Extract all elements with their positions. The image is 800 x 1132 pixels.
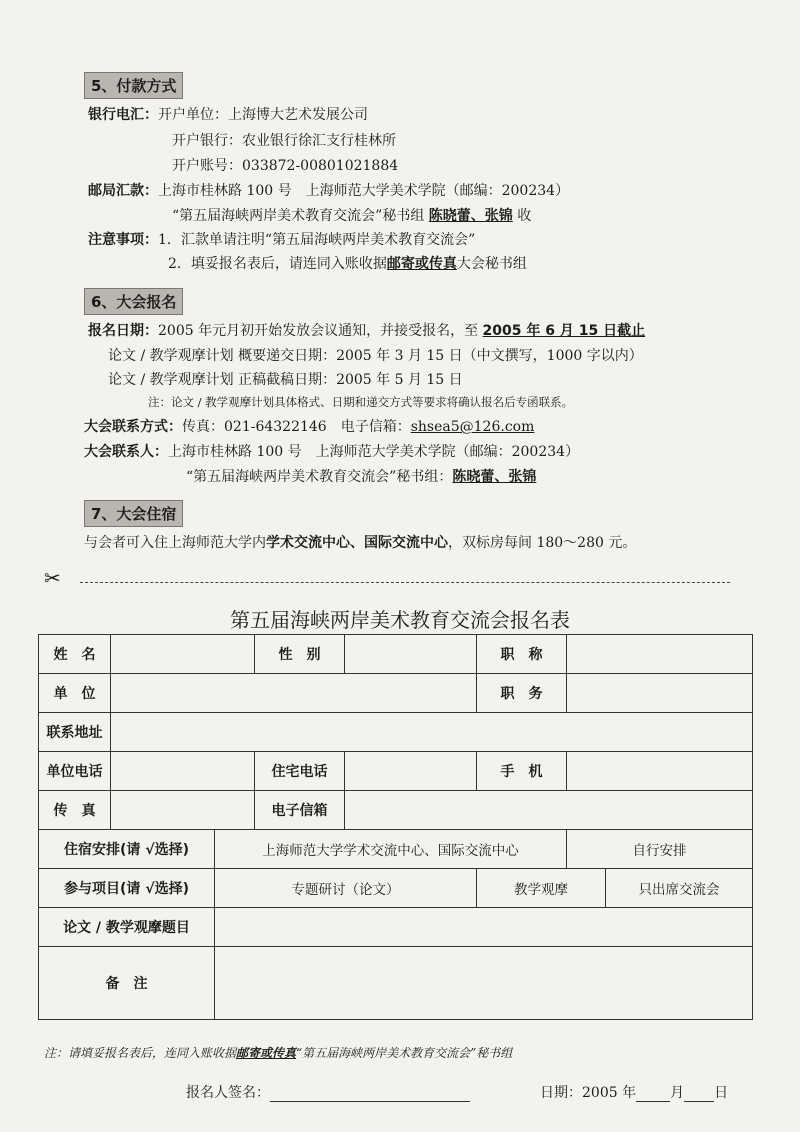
- postal-remit-row: [88, 180, 569, 200]
- contact-person-line-2: [186, 466, 536, 486]
- fax-label: 传 真: [39, 791, 111, 830]
- name-label: 姓 名: [39, 635, 111, 674]
- contact-label: 大会联系方式：: [84, 419, 182, 435]
- contact-email: shsea5@126.com: [410, 419, 535, 435]
- section-6-heading: 6、大会报名: [84, 288, 183, 315]
- notice-2-a: 2．填妥报名表后，请连同入账收据: [168, 256, 387, 272]
- lodging-centers: 学术交流中心、国际交流中心: [266, 535, 448, 551]
- postal-secretariat: “第五届海峡两岸美术教育交流会”秘书组: [172, 208, 425, 224]
- address-label: 联系地址: [39, 713, 111, 752]
- reg-date-row: [88, 320, 645, 340]
- notice-row-1: [88, 229, 475, 249]
- lodging-option-self[interactable]: 自行安排: [567, 830, 753, 869]
- footnote-c: “第五届海峡两岸美术教育交流会”秘书组: [296, 1046, 513, 1060]
- project-label: 参与项目(请 √选择): [39, 869, 215, 908]
- date-label: 日期：2005 年: [540, 1085, 637, 1101]
- home-phone-field[interactable]: [345, 752, 477, 791]
- position-label: 职 务: [477, 674, 567, 713]
- notice-2-b: 邮寄或传真: [386, 256, 457, 272]
- fax-field[interactable]: [111, 791, 255, 830]
- lodging-option-campus[interactable]: 上海师范大学学术交流中心、国际交流中心: [215, 830, 567, 869]
- scissors-icon: ✂: [44, 566, 61, 590]
- registration-form: [38, 634, 753, 1020]
- date-row: [540, 1082, 728, 1102]
- lodging-text-a: 与会者可入住上海师范大学内: [84, 535, 266, 551]
- month-field[interactable]: [636, 1087, 670, 1102]
- postal-remit-label: 邮局汇款：: [88, 183, 158, 199]
- final-deadline: 论文 / 教学观摩计划 正稿截稿日期：2005 年 5 月 15 日: [108, 372, 463, 388]
- contact-text: 传真：021-64322146 电子信箱：: [182, 419, 411, 435]
- bank-line-1: 开户单位：上海博大艺术发展公司: [158, 107, 368, 123]
- title-field[interactable]: [567, 635, 753, 674]
- reg-deadline: 2005 年 6 月 15 日截止: [482, 323, 646, 339]
- contact-person-line-1: 上海市桂林路 100 号 上海师范大学美术学院（邮编：200234）: [168, 444, 580, 460]
- gender-label: 性 别: [255, 635, 345, 674]
- form-title: 第五届海峡两岸美术教育交流会报名表: [230, 608, 570, 632]
- day-field[interactable]: [684, 1087, 714, 1102]
- format-note: 注：论文 / 教学观摩计划具体格式、日期和递交方式等要求将确认报名后专函联系。: [148, 395, 574, 409]
- mobile-field[interactable]: [567, 752, 753, 791]
- postal-line-1: 上海市桂林路 100 号 上海师范大学美术学院（邮编：200234）: [158, 183, 570, 199]
- lodging-text-c: ，双标房每间 180～280 元。: [448, 535, 637, 551]
- topic-label: 论文 / 教学观摩题目: [39, 908, 215, 947]
- contact-person-row: [84, 441, 579, 461]
- bank-line-3: 开户账号：033872-00801021884: [172, 158, 399, 174]
- bank-transfer-row: [88, 104, 368, 124]
- project-option-observation[interactable]: 教学观摩: [477, 869, 606, 908]
- gender-field[interactable]: [345, 635, 477, 674]
- unit-field[interactable]: [111, 674, 477, 713]
- remarks-field[interactable]: [215, 947, 753, 1020]
- topic-field[interactable]: [215, 908, 753, 947]
- form-footnote: [44, 1044, 512, 1061]
- email-label: 电子信箱: [255, 791, 345, 830]
- bank-transfer-label: 银行电汇：: [88, 107, 158, 123]
- bank-line-2: 开户银行：农业银行徐汇支行桂林所: [172, 133, 396, 149]
- address-field[interactable]: [111, 713, 753, 752]
- signature-row: [186, 1082, 470, 1102]
- contact-persons: 陈晓蕾、张锦: [452, 469, 537, 485]
- unit-phone-field[interactable]: [111, 752, 255, 791]
- notice-2-c: 大会秘书组: [456, 256, 527, 272]
- notice-label: 注意事项：: [88, 232, 158, 248]
- reg-date-text: 2005 年元月初开始发放会议通知，并接受报名，至: [158, 323, 479, 339]
- month-label: 月: [670, 1085, 685, 1101]
- signature-field[interactable]: [270, 1087, 470, 1102]
- lodging-info: [84, 532, 636, 552]
- footnote-b: 邮寄或传真: [236, 1046, 297, 1060]
- title-label: 职 称: [477, 635, 567, 674]
- signature-label: 报名人签名：: [186, 1085, 270, 1101]
- mobile-label: 手 机: [477, 752, 567, 791]
- postal-recipients: 陈晓蕾、张锦: [428, 208, 513, 224]
- contact-row: [84, 416, 534, 436]
- project-option-attend[interactable]: 只出席交流会: [606, 869, 753, 908]
- section-5-heading: 5、付款方式: [84, 72, 183, 99]
- position-field[interactable]: [567, 674, 753, 713]
- abstract-deadline: 论文 / 教学观摩计划 概要递交日期：2005 年 3 月 15 日（中文撰写，1000 字以内）: [108, 348, 643, 364]
- footnote-a: 注：请填妥报名表后，连同入账收据: [44, 1046, 237, 1060]
- section-7-heading: 7、大会住宿: [84, 500, 183, 527]
- notice-row-2: [168, 253, 527, 273]
- lodging-label: 住宿安排(请 √选择): [39, 830, 215, 869]
- unit-phone-label: 单位电话: [39, 752, 111, 791]
- home-phone-label: 住宅电话: [255, 752, 345, 791]
- postal-receive: 收: [517, 208, 532, 224]
- contact-secretariat: “第五届海峡两岸美术教育交流会”秘书组：: [186, 469, 453, 485]
- contact-person-label: 大会联系人：: [84, 444, 168, 460]
- email-field[interactable]: [345, 791, 753, 830]
- cut-line: [80, 582, 730, 583]
- name-field[interactable]: [111, 635, 255, 674]
- reg-date-label: 报名日期：: [88, 323, 158, 339]
- remarks-label: 备 注: [39, 947, 215, 1020]
- notice-1: 1．汇款单请注明“第五届海峡两岸美术教育交流会”: [158, 232, 476, 248]
- postal-line-2: [172, 205, 531, 225]
- project-option-paper[interactable]: 专题研讨（论文）: [215, 869, 477, 908]
- day-label: 日: [714, 1085, 729, 1101]
- unit-label: 单 位: [39, 674, 111, 713]
